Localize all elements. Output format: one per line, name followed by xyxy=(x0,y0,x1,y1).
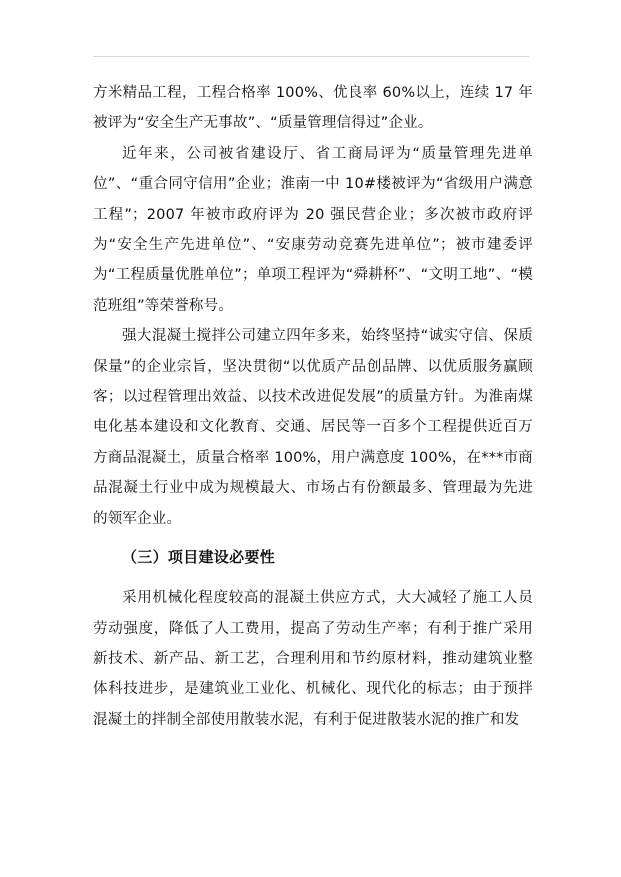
section-heading-project-necessity: （三）项目建设必要性 xyxy=(122,548,276,567)
paragraph-honors-continued: 方米精品工程，工程合格率 100%、优良率 60%以上，连续 17 年被评为“安全生产无事故”、“质量管理信得过”企业。 xyxy=(93,85,533,132)
paragraph-recent-awards: 近年来，公司被省建设厅、省工商局评为“质量管理先进单位”、“重合同守信用”企业；淮南一中 10#楼被评为“省级用户满意工程”；2007 年被市政府评为 20 强民营企业；多次被市政府评为“安全生产先进单位”、“安康劳动竞赛先进单位”；被市建委评为“工程质量优胜单位”；单项工程评为“舜耕杯”、“文明工地”、“模范班组”等荣誉称号。 xyxy=(93,145,533,314)
document-body xyxy=(93,78,533,735)
header-rule xyxy=(93,56,529,57)
paragraph-concrete-company: 强大混凝土搅拌公司建立四年多来，始终坚持“诚实守信、保质保量”的企业宗旨，坚决贯彻“以优质产品创品牌、以优质服务赢顾客；以过程管理出效益、以技术改进促发展”的质量方针。为淮南煤电化基本建设和文化教育、交通、居民等一百多个工程提供近百万方商品混凝土，质量合格率 100%，用户满意度 100%，在***市商品混凝土行业中成为规模最大、市场占有份额最多、管理最为先进的领军企业。 xyxy=(93,328,533,527)
paragraph-project-necessity: 采用机械化程度较高的混凝土供应方式，大大减轻了施工人员劳动强度，降低了人工费用，提高了劳动生产率；有利于推广采用新技术、新产品、新工艺，合理利用和节约原材料，推动建筑业整体科技进步，是建筑业工业化、机械化、现代化的标志；由于预拌混凝土的拌制全部使用散装水泥，有利于促进散装水泥的推广和发 xyxy=(93,590,533,728)
